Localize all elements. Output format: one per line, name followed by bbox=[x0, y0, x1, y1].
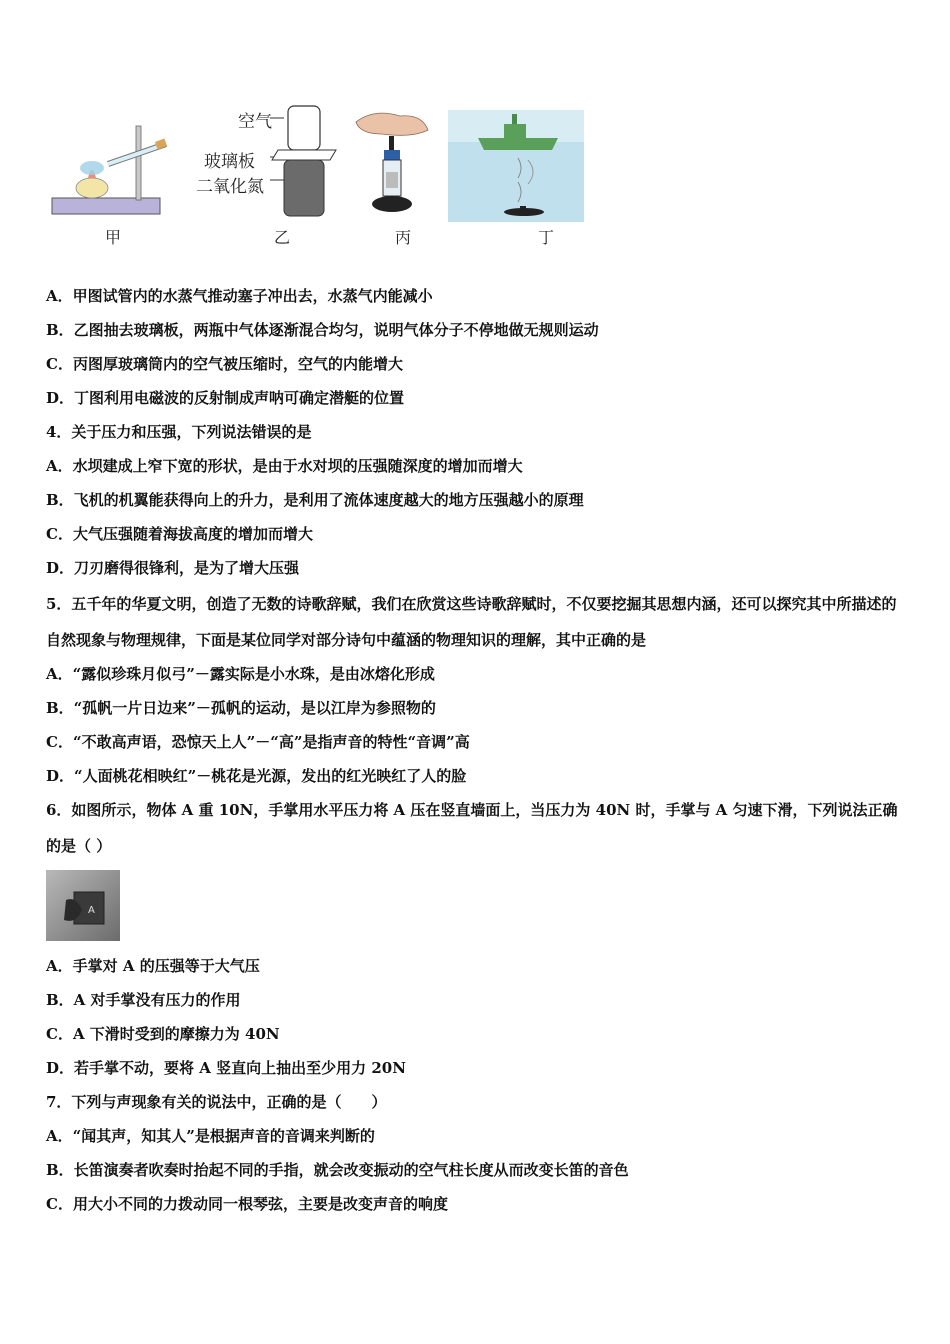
q4-option-a: A．水坝建成上窄下宽的形状，是由于水对坝的压强随深度的增加而增大 bbox=[46, 457, 523, 475]
q4-stem: 4．关于压力和压强，下列说法错误的是 bbox=[46, 423, 312, 441]
q3-option-b: B．乙图抽去玻璃板，两瓶中气体逐渐混合均匀，说明气体分子不停地做无规则运动 bbox=[46, 321, 599, 339]
q6-option-d: D．若手掌不动，要将 A 竖直向上抽出至少用力 20N bbox=[46, 1059, 406, 1077]
figure-row bbox=[48, 100, 608, 250]
ship-sonar-figure bbox=[448, 110, 584, 222]
diffusion-bottles-figure bbox=[270, 100, 342, 220]
compression-cylinder-figure bbox=[352, 108, 432, 220]
figure-label-ding: 丁 bbox=[538, 228, 555, 247]
hand-pressing-block-photo bbox=[46, 870, 120, 941]
q4-option-d: D．刀刃磨得很锋利，是为了增大压强 bbox=[46, 559, 300, 577]
air-label: 空气 bbox=[238, 112, 272, 132]
q3-option-c: C．丙图厚玻璃筒内的空气被压缩时，空气的内能增大 bbox=[46, 355, 403, 373]
q5-option-a: A．“露似珍珠月似弓”－露实际是小水珠，是由冰熔化形成 bbox=[46, 665, 435, 683]
q4-option-b: B．飞机的机翼能获得向上的升力，是利用了流体速度越大的地方压强越小的原理 bbox=[46, 491, 584, 509]
q5-option-c: C．“不敢高声语，恐惊天上人”－“高”是指声音的特性“音调”高 bbox=[46, 733, 470, 751]
glass-plate-label: 玻璃板 bbox=[204, 152, 255, 172]
test-tube-heating-figure bbox=[48, 118, 168, 223]
q4-option-c: C．大气压强随着海拔高度的增加而增大 bbox=[46, 525, 313, 543]
q6-option-b: B．A 对手掌没有压力的作用 bbox=[46, 991, 241, 1009]
nitrogen-dioxide-label: 二氧化氮 bbox=[196, 177, 264, 197]
q5-option-d: D．“人面桃花相映红”－桃花是光源，发出的红光映红了人的脸 bbox=[46, 767, 467, 785]
figure-label-yi: 乙 bbox=[274, 228, 291, 247]
q7-option-a: A．“闻其声，知其人”是根据声音的音调来判断的 bbox=[46, 1127, 375, 1145]
figure-label-bing: 丙 bbox=[395, 228, 412, 247]
q5-option-b: B．“孤帆一片日边来”－孤帆的运动，是以江岸为参照物的 bbox=[46, 699, 436, 717]
q3-option-d: D．丁图利用电磁波的反射制成声呐可确定潜艇的位置 bbox=[46, 389, 405, 407]
q7-option-c: C．用大小不同的力拨动同一根琴弦，主要是改变声音的响度 bbox=[46, 1195, 448, 1213]
q3-option-a: A．甲图试管内的水蒸气推动塞子冲出去，水蒸气内能减小 bbox=[46, 287, 433, 305]
block-a-letter: A bbox=[88, 905, 95, 916]
q6-option-a: A．手掌对 A 的压强等于大气压 bbox=[46, 957, 260, 975]
q6-option-c: C．A 下滑时受到的摩擦力为 40N bbox=[46, 1025, 280, 1043]
q5-stem: 5．五千年的华夏文明，创造了无数的诗歌辞赋，我们在欣赏这些诗歌辞赋时，不仅要挖掘其思想内涵，还可以探究其中所描述的自然现象与物理规律，下面是某位同学对部分诗句中蕴涵的物理知识的理解，其中正确的是 bbox=[46, 595, 897, 649]
q7-option-b: B．长笛演奏者吹奏时抬起不同的手指，就会改变振动的空气柱长度从而改变长笛的音色 bbox=[46, 1161, 629, 1179]
figure-label-jia: 甲 bbox=[105, 228, 122, 247]
q7-stem: 7．下列与声现象有关的说法中，正确的是（ ） bbox=[46, 1093, 387, 1111]
q6-stem: 6．如图所示，物体 A 重 10N，手掌用水平压力将 A 压在竖直墙面上，当压力为 40N 时，手掌与 A 匀速下滑，下列说法正确的是（ ） bbox=[46, 801, 898, 855]
